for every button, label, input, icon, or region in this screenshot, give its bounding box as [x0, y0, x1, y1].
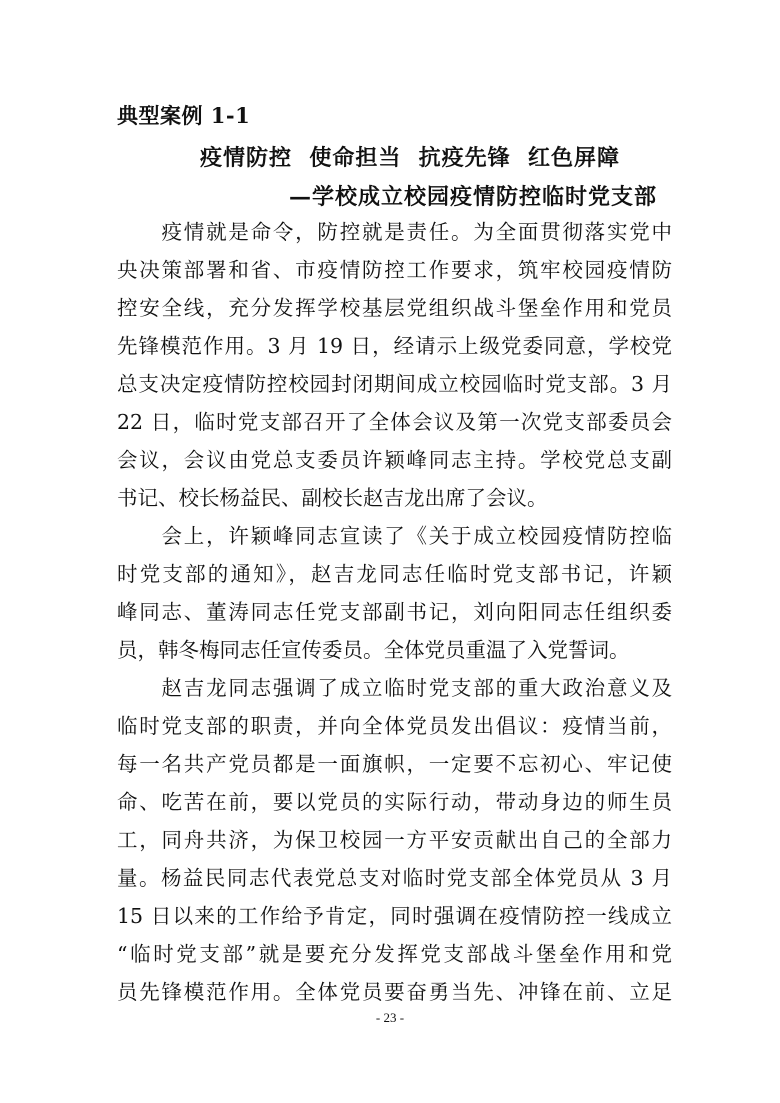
- text-line: 先锋模范作用。3 月 19 日，经请示上级党委同意，学校党: [117, 334, 672, 358]
- text-line: 临时党支部的职责，并向全体党员发出倡议：疫情当前，: [117, 714, 672, 738]
- text-line: 总支决定疫情防控校园封闭期间成立校园临时党支部。3 月: [117, 372, 672, 396]
- text-line: 员先锋模范作用。全体党员要奋勇当先、冲锋在前、立足: [117, 980, 672, 1004]
- text-line: 控安全线，充分发挥学校基层党组织战斗堡垒作用和党员: [117, 296, 672, 320]
- text-line: “临时党支部”就是要充分发挥党支部战斗堡垒作用和党: [117, 942, 672, 966]
- text-line: 会上，许颖峰同志宣读了《关于成立校园疫情防控临: [117, 524, 672, 548]
- text-line: 每一名共产党员都是一面旗帜，一定要不忘初心、牢记使: [117, 752, 672, 776]
- text-line: 22 日，临时党支部召开了全体会议及第一次党支部委员会: [117, 410, 672, 434]
- text-line: 会议，会议由党总支委员许颖峰同志主持。学校党总支副: [117, 448, 672, 472]
- page-number: - 23 -: [375, 1010, 405, 1025]
- text-line: 书记、校长杨益民、副校长赵吉龙出席了会议。: [117, 486, 548, 510]
- text-line: 量。杨益民同志代表党总支对临时党支部全体党员从 3 月: [117, 866, 672, 890]
- text-line: 峰同志、董涛同志任党支部副书记，刘向阳同志任组织委: [117, 600, 672, 624]
- document-subtitle: —学校成立校园疫情防控临时党支部: [289, 184, 658, 210]
- body-text: [117, 213, 672, 1011]
- text-line: 员，韩冬梅同志任宣传委员。全体党员重温了入党誓词。: [117, 638, 630, 662]
- text-line: 工，同舟共济，为保卫校园一方平安贡献出自己的全部力: [117, 828, 672, 852]
- text-line: 疫情就是命令，防控就是责任。为全面贯彻落实党中: [117, 220, 672, 244]
- text-line: 时党支部的通知》，赵吉龙同志任临时党支部书记，许颖: [117, 562, 672, 586]
- text-line: 央决策部署和省、市疫情防控工作要求，筑牢校园疫情防: [117, 258, 672, 282]
- case-label: 典型案例 1-1: [117, 103, 251, 128]
- text-line: 赵吉龙同志强调了成立临时党支部的重大政治意义及: [117, 676, 672, 700]
- text-line: 15 日以来的工作给予肯定，同时强调在疫情防控一线成立: [117, 904, 672, 928]
- document-title: 疫情防控 使命担当 抗疫先锋 红色屏障: [200, 145, 620, 171]
- text-line: 命、吃苦在前，要以党员的实际行动，带动身边的师生员: [117, 790, 672, 814]
